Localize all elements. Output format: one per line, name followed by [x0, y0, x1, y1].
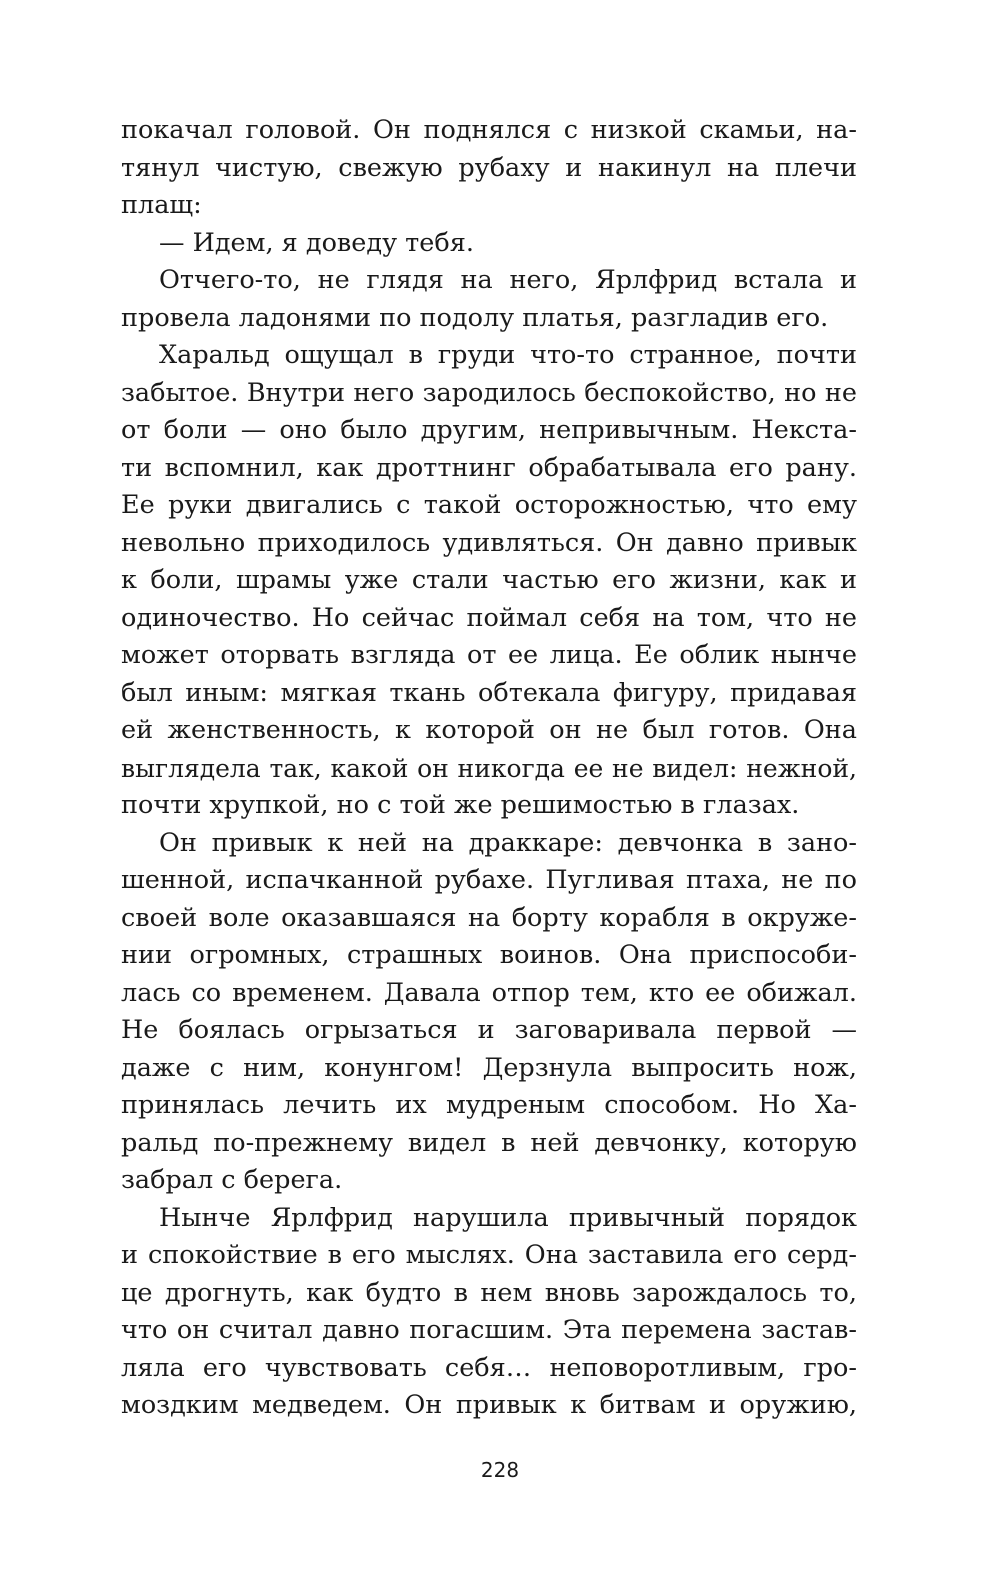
text-line: может оторвать взгляда от ее лица. Ее облик нынче	[121, 640, 857, 670]
text-line: Не боялась огрызаться и заговаривала первой —	[121, 1015, 857, 1045]
text-line: забытое. Внутри него зародилось беспокойство, но не	[121, 377, 857, 408]
text-line: ей женственность, к которой он не был готов. Она	[121, 715, 857, 745]
text-line: це дрогнуть, как будто в нем вновь зарождалось то,	[121, 1277, 857, 1308]
body-text	[121, 112, 857, 1425]
text-line: что он считал давно погасшим. Эта перемена застав-	[121, 1315, 857, 1345]
text-line: лась со временем. Давала отпор тем, кто ее обижал.	[121, 977, 857, 1008]
text-line: ляла его чувствовать себя… неповоротливым, гро-	[121, 1352, 857, 1383]
text-line: Харальд ощущал в груди что-то странное, почти	[159, 340, 857, 370]
text-line: тянул чистую, свежую рубаху и накинул на плечи	[121, 152, 857, 183]
text-line: — Идем, я доведу тебя.	[159, 227, 474, 258]
text-line: шенной, испачканной рубахе. Пугливая птаха, не по	[121, 865, 857, 895]
text-line: принялась лечить их мудреным способом. Но Ха-	[121, 1090, 857, 1120]
text-line: ральд по-прежнему видел в ней девчонку, которую	[121, 1127, 857, 1158]
text-line: почти хрупкой, но с той же решимостью в глазах.	[121, 790, 800, 820]
text-line: забрал с берега.	[121, 1165, 343, 1195]
text-line: нии огромных, страшных воинов. Она приспособи-	[121, 940, 857, 970]
text-line: ти вспомнил, как дроттнинг обрабатывала его рану.	[121, 452, 857, 483]
text-line: невольно приходилось удивляться. Он давно привык	[121, 527, 857, 558]
text-line: Отчего-то, не глядя на него, Ярлфрид встала и	[159, 265, 857, 295]
text-line: Ее руки двигались с такой осторожностью, что ему	[121, 490, 857, 520]
text-line: моздким медведем. Он привык к битвам и оружию,	[121, 1390, 857, 1420]
text-line: даже с ним, конунгом! Дерзнула выпросить нож,	[121, 1052, 857, 1083]
text-line: к боли, шрамы уже стали частью его жизни, как и	[121, 565, 857, 595]
text-line: своей воле оказавшаяся на борту корабля в окруже-	[121, 902, 857, 933]
text-line: одиночество. Но сейчас поймал себя на том, что не	[121, 602, 857, 633]
text-line: покачал головой. Он поднялся с низкой скамьи, на-	[121, 115, 857, 145]
text-line: плащ:	[121, 190, 202, 220]
text-line: был иным: мягкая ткань обтекала фигуру, придавая	[121, 677, 857, 708]
text-line: и спокойствие в его мыслях. Она заставила его серд-	[121, 1240, 857, 1270]
text-line: Нынче Ярлфрид нарушила привычный порядок	[159, 1202, 857, 1233]
text-line: Он привык к ней на драккаре: девчонка в зано-	[159, 827, 857, 858]
text-line: провела ладонями по подолу платья, разгладив его.	[121, 302, 829, 333]
page-number: 228	[480, 1458, 520, 1482]
text-line: выглядела так, какой он никогда ее не видел: нежной,	[121, 753, 857, 783]
text-line: от боли — оно было другим, непривычным. Некста-	[121, 415, 857, 445]
